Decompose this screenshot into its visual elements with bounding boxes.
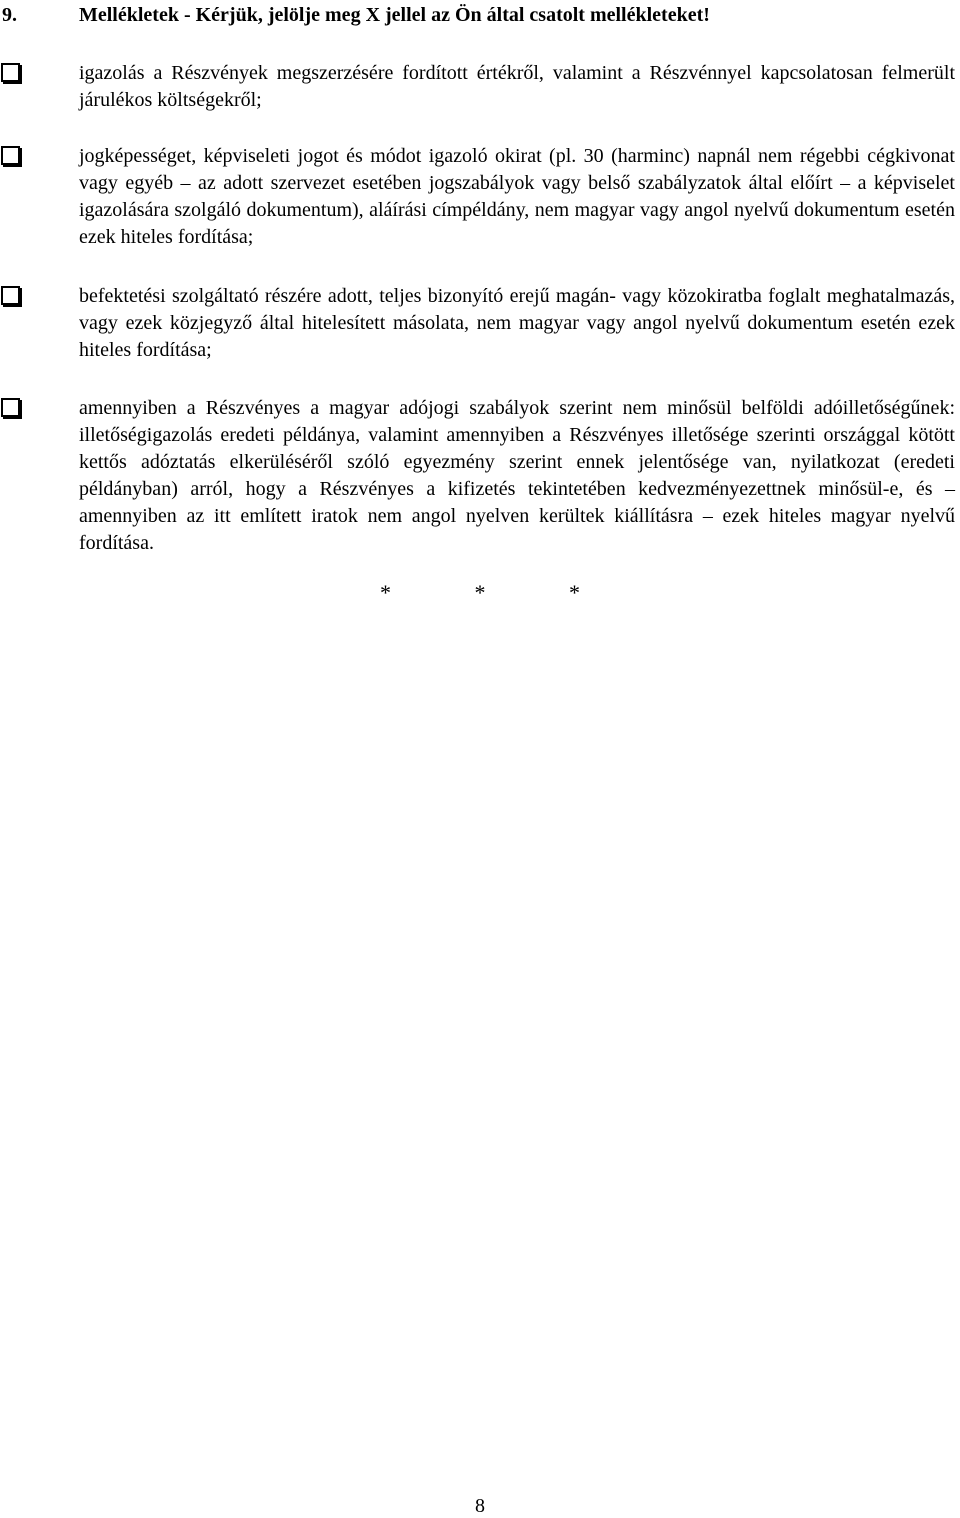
section-title: Mellékletek - Kérjük, jelölje meg X jellel az Ön által csatolt mellékleteket! [79,4,710,26]
asterisk: * [380,580,391,605]
attachment-item-text: jogképességet, képviseleti jogot és módot igazoló okirat (pl. 30 (harminc) napnál nem régebbi cégkivonat vagy egyéb – az adott szervezet esetében jogszabályok vagy belső szabályzatok által előírt – a képviselet igazolására szolgáló dokumentum), aláírási címpéldány, nem magyar vagy angol nyelvű dokumentum esetén ezek hiteles fordítása; [79,145,955,248]
attachment-item-text: befektetési szolgáltató részére adott, teljes bizonyító erejű magán- vagy közokiratba foglalt meghatalmazás, vagy ezek közjegyző által hitelesített másolata, nem magyar vagy angol nyelvű dokumentum esetén ezek hiteles fordítása; [79,285,955,361]
attachment-checkbox[interactable] [1,398,20,417]
attachment-checkbox[interactable] [1,63,20,82]
asterisk: * [569,580,580,605]
attachment-checkbox[interactable] [1,146,20,165]
attachment-item-text: igazolás a Részvények megszerzésére fordított értékről, valamint a Részvénnyel kapcsolatosan felmerült járulékos költségekről; [79,62,955,111]
section-number: 9. [2,4,17,26]
page-number: 8 [475,1495,485,1517]
closing-asterisks [380,580,580,606]
asterisk: * [474,580,486,605]
section-heading [0,2,960,32]
attachment-checkbox[interactable] [1,286,20,305]
attachment-item-text: amennyiben a Részvényes a magyar adójogi szabályok szerint nem minősül belföldi adóilletőségűnek: illetőségigazolás eredeti példánya, valamint amennyiben a Részvényes illetősége szerinti országgal kötött kettős adóztatás elkerüléséről szóló egyezmény szerint ennek jelentősége van, nyilatkozat (eredeti példányban) arról, hogy a Részvényes a kifizetés tekintetében kedvezményezettnek minősül-e, és – amennyiben az itt említett iratok nem angol nyelven kerültek kiállításra – ezek hiteles magyar nyelvű fordítása. [79,397,955,554]
